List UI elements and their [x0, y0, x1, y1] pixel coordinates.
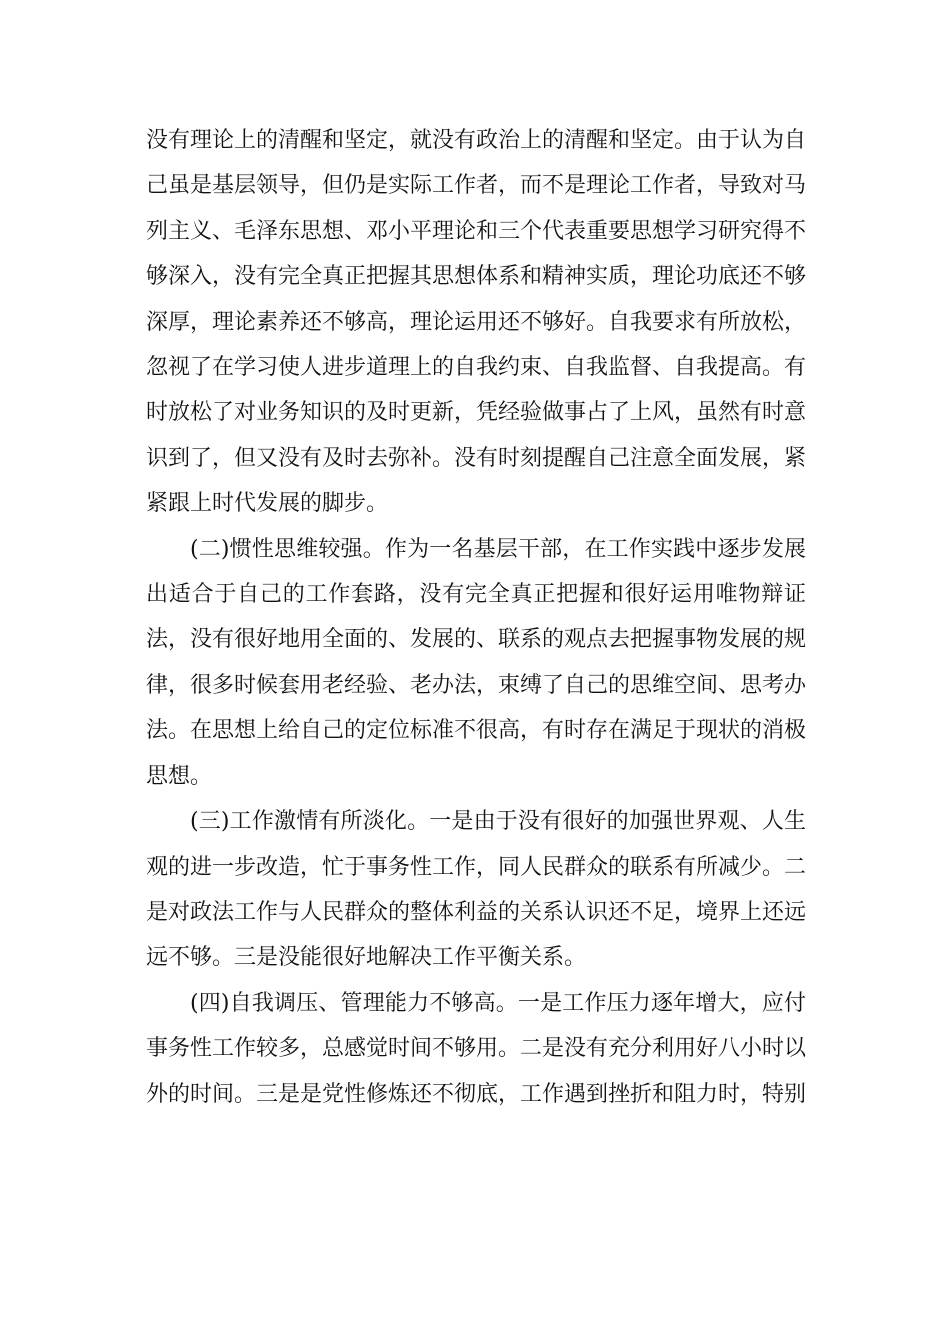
paragraph-work-passion: (三)工作激情有所淡化。一是由于没有很好的加强世界观、人生观的进一步改造，忙于事务性工作，同人民群众的联系有所减少。二是对政法工作与人民群众的整体利益的关系认识还不足，境界上还远远不够。三是没能很好地解决工作平衡关系。 [146, 809, 807, 971]
paragraph-theory: 没有理论上的清醒和坚定，就没有政治上的清醒和坚定。由于认为自己虽是基层领导，但仍是实际工作者，而不是理论工作者，导致对马列主义、毛泽东思想、邓小平理论和三个代表重要思想学习研究得不够深入，没有完全真正把握其思想体系和精神实质，理论功底还不够深厚，理论素养还不够高，理论运用还不够好。自我要求有所放松，忽视了在学习使人进步道理上的自我约束、自我监督、自我提高。有时放松了对业务知识的及时更新，凭经验做事占了上风，虽然有时意识到了，但又没有及时去弥补。没有时刻提醒自己注意全面发展，紧紧跟上时代发展的脚步。 [146, 128, 807, 517]
paragraph-inertial-thinking: (二)惯性思维较强。作为一名基层干部，在工作实践中逐步发展出适合于自己的工作套路，没有完全真正把握和很好运用唯物辩证法，没有很好地用全面的、发展的、联系的观点去把握事物发展的规律，很多时候套用老经验、老办法，束缚了自己的思维空间、思考办法。在思想上给自己的定位标准不很高，有时存在满足于现状的消极思想。 [146, 536, 807, 789]
paragraph-self-adjustment: (四)自我调压、管理能力不够高。一是工作压力逐年增大，应付事务性工作较多，总感觉时间不够用。二是没有充分利用好八小时以外的时间。三是是党性修炼还不彻底，工作遇到挫折和阻力时，特别 [146, 990, 807, 1107]
document-page [146, 118, 806, 1117]
